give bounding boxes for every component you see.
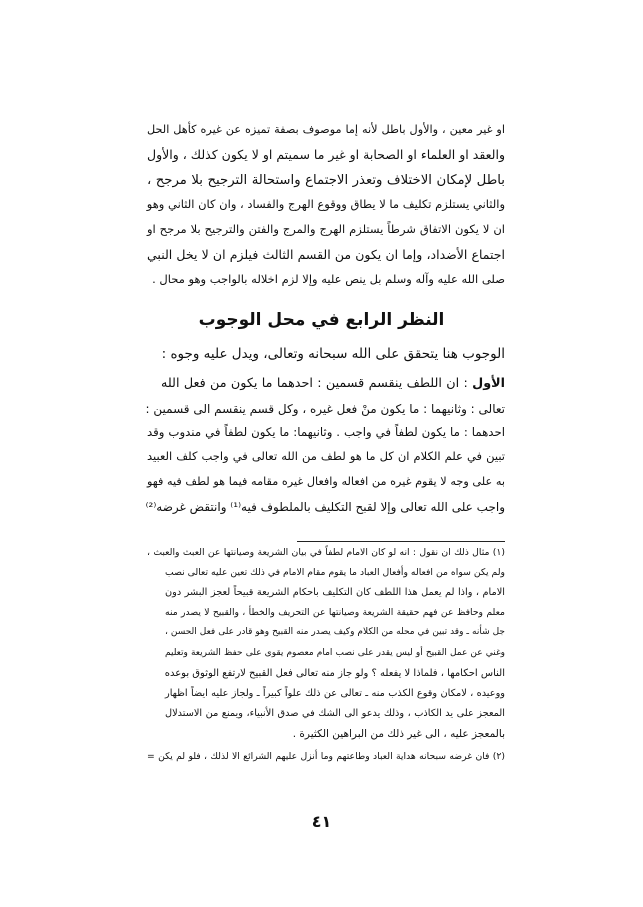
footnote-line: الامام ، واذا لم يعمل هذا اللطف كان التكليف باحكام الشريعة قبيحاً لعجز البشر دون (165, 587, 505, 598)
section-heading: النظر الرابع في محل الوجوب (198, 310, 445, 330)
text-line: احدهما : ما يكون لطفاً في واجب . وثانيهما: ما يكون لطفاً في مندوب وقد (147, 425, 505, 439)
page-number: ٤١ (311, 812, 332, 831)
footnote-line: الناس احكامها ، فلماذا لا يفعله ؟ ولو جاز منه تعالى فعل القبيح لارتفع الوثوق بوعده (164, 668, 505, 679)
text-line: والثاني يستلزم تكليف ما لا يطاق ووقوع الهرج والفساد ، وان كان الثاني وهو (146, 197, 505, 211)
text-line: او غير معين ، والأول باطل لأنه إما موصوف بصفة تميزه عن غيره كأهل الحل (147, 123, 505, 136)
footnote-2: (٢) فان غرضه سبحانه هداية العباد وطاعتهم وما أنزل عليهم الشرائع الا لذلك ، فلو لم يكن = (147, 751, 505, 762)
footnote-separator (297, 541, 505, 542)
footnote-line: ووعيده ، لامكان وقوع الكذب منه ـ تعالى عن ذلك علواً كبيراً ـ ولجاز عليه ايضاً اظهار (165, 688, 505, 699)
footnote-line: جل شأنه ـ وقد تبين في محله من الكلام وكيف يصدر منه القبيح وهو قادر على فعل الحسن ، (165, 627, 505, 637)
text-line: تعالى : وثانيهما : ما يكون منْ فعل غيره ، وكل قسم ينقسم الى قسمين : (145, 402, 505, 416)
footnote-line: بالمعجز عليه ، الى غير ذلك من البراهين الكثيرة . (292, 728, 505, 740)
text-line: والعقد او العلماء او الصحابة او غير ما سميتم او لا يكون كذلك ، والأول (147, 147, 505, 162)
text-line: صلى الله عليه وآله وسلم بل ينص عليه وإلا لزم اخلاله بالواجب وهو محال . (152, 272, 505, 286)
footnote-line: المعجز على يد الكاذب ، وذلك يدعو الى الشك في صدق الأنبياء، ويمنع من الاستدلال (165, 708, 505, 719)
first-line-rest: : ان اللطف ينقسم قسمين : احدهما ما يكون من فعل الله (161, 376, 468, 391)
text-line (161, 378, 505, 391)
footnote-line: معلم وحافظ عن فهم حقيقة الشريعة وصيانتها عن التحريف والخطأ ، والقبيح لا يصدر منه (165, 607, 505, 618)
footnote-line: وغني عن عمل القبيح أو ليس يقدر على نصب امام معصوم يقوى على حفظ الشريعة وتعليم (165, 648, 505, 658)
text-line: ان لا يكون الاتفاق شرطاً يستلزم الهرج والمرج والفتن والترجيح بلا مرجح او (147, 222, 505, 236)
text-line: باطل لإمكان الاختلاف وتعذر الاجتماع واستحالة الترجيح بلا مرجح ، (147, 173, 505, 188)
footnote-line: (١) مثال ذلك ان نقول : انه لو كان الامام لطفاً في بيان الشريعة وصيانتها عن العبث والعبث ، (147, 547, 505, 558)
intro-line: الوجوب هنا يتحقق على الله سبحانه وتعالى، ويدل عليه وجوه : (161, 346, 505, 362)
text-line: به على وجه لا يقوم غيره من افعاله وافعال غيره مقامه فيما هو لطف فيه فهو (147, 475, 505, 488)
first-lead: الأول (472, 376, 505, 391)
text-line: اجتماع الأضداد، وإما ان يكون من القسم الثالث فيلزم ان لا يخل النبي (147, 247, 505, 262)
footnote-line: ولم يكن سواه من افعاله وأفعال العباد ما يقوم مقام الامام في ذلك تعين عليه تعالى نصب (165, 567, 505, 578)
text-line: واجب على الله تعالى وإلا لقبح التكليف بالملطوف فيه⁽¹⁾ وانتقض غرضه⁽²⁾ (145, 500, 505, 514)
text-line: تبين في علم الكلام ان كل ما هو لطف من الله تعالى في واجب كلف العبيد (147, 449, 505, 463)
